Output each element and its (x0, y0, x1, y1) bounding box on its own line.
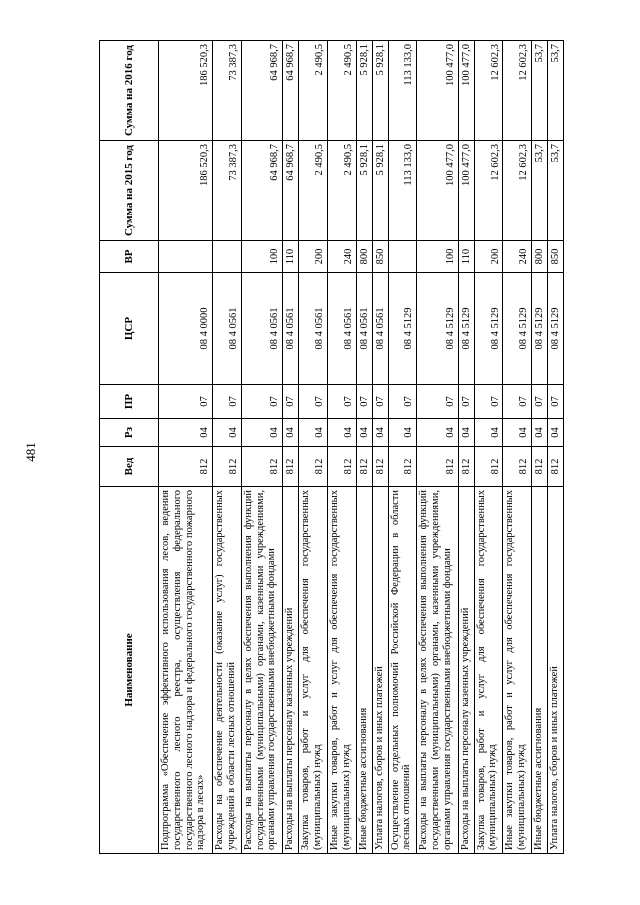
cell-sum2015: 2 490,5 (327, 141, 356, 241)
cell-pr: 07 (547, 385, 563, 419)
cell-sum2016: 64 968,7 (283, 41, 299, 141)
cell-csr: 08 4 0561 (372, 273, 388, 385)
cell-vr: 240 (327, 241, 356, 273)
table-row (356, 41, 372, 854)
table-row (388, 41, 417, 854)
cell-name: Расходы на выплаты персоналу в целях обеспечения выполнения функций государственными (муниципальными) органами, казенными учреждениями, органами управления государственными внебюджетными фондами (417, 487, 458, 854)
cell-name: Расходы на обеспечение деятельности (оказание услуг) государственных учреждений в области лесных отношений (213, 487, 242, 854)
cell-sum2015: 100 477,0 (417, 141, 458, 241)
cell-ved: 812 (372, 447, 388, 487)
cell-pr: 07 (388, 385, 417, 419)
cell-vr: 200 (299, 241, 328, 273)
cell-pr: 07 (474, 385, 503, 419)
cell-ved: 812 (159, 447, 213, 487)
cell-name: Уплата налогов, сборов и иных платежей (372, 487, 388, 854)
cell-csr: 08 4 0561 (327, 273, 356, 385)
cell-pr: 07 (458, 385, 474, 419)
cell-ved: 812 (474, 447, 503, 487)
cell-pr: 07 (503, 385, 532, 419)
header-csr: ЦСР (100, 273, 159, 385)
cell-rz: 04 (213, 419, 242, 447)
cell-csr: 08 4 0561 (356, 273, 372, 385)
header-pr: ПР (100, 385, 159, 419)
cell-sum2016: 64 968,7 (241, 41, 282, 141)
cell-pr: 07 (327, 385, 356, 419)
cell-rz: 04 (159, 419, 213, 447)
cell-rz: 04 (388, 419, 417, 447)
cell-ved: 812 (531, 447, 547, 487)
cell-ved: 812 (503, 447, 532, 487)
cell-vr: 200 (474, 241, 503, 273)
cell-pr: 07 (372, 385, 388, 419)
cell-csr: 08 4 5129 (547, 273, 563, 385)
cell-sum2015: 5 928,1 (372, 141, 388, 241)
cell-pr: 07 (356, 385, 372, 419)
cell-sum2016: 113 133,0 (388, 41, 417, 141)
cell-vr: 110 (458, 241, 474, 273)
cell-name: Осуществление отдельных полномочий Российской Федерации в области лесных отношений (388, 487, 417, 854)
table-row (531, 41, 547, 854)
cell-ved: 812 (241, 447, 282, 487)
table-row (417, 41, 458, 854)
header-sum-2016: Сумма на 2016 год (100, 41, 159, 141)
cell-sum2015: 73 387,3 (213, 141, 242, 241)
header-rz: Рз (100, 419, 159, 447)
cell-csr: 08 4 5129 (417, 273, 458, 385)
cell-name: Иные бюджетные ассигнования (531, 487, 547, 854)
cell-vr (159, 241, 213, 273)
cell-vr: 850 (372, 241, 388, 273)
table-row (283, 41, 299, 854)
budget-table-container (99, 41, 564, 854)
table-row (213, 41, 242, 854)
cell-csr: 08 4 0561 (299, 273, 328, 385)
table-row (299, 41, 328, 854)
cell-sum2016: 100 477,0 (417, 41, 458, 141)
cell-sum2015: 100 477,0 (458, 141, 474, 241)
cell-name: Расходы на выплаты персоналу казенных учреждений (283, 487, 299, 854)
cell-pr: 07 (283, 385, 299, 419)
cell-csr: 08 4 5129 (531, 273, 547, 385)
cell-sum2016: 2 490,5 (299, 41, 328, 141)
cell-ved: 812 (356, 447, 372, 487)
cell-sum2016: 5 928,1 (356, 41, 372, 141)
cell-ved: 812 (327, 447, 356, 487)
header-row (100, 41, 159, 854)
cell-name: Подпрограмма «Обеспечение эффективного использования лесов, ведения государственного лесного реестра, осуществления федерального государственного лесного надзора и федерального государственного пожарного надзора в лесах» (159, 487, 213, 854)
cell-sum2015: 2 490,5 (299, 141, 328, 241)
table-row (474, 41, 503, 854)
cell-pr: 07 (417, 385, 458, 419)
table-row (547, 41, 563, 854)
cell-csr: 08 4 0561 (241, 273, 282, 385)
cell-rz: 04 (327, 419, 356, 447)
cell-name: Иные бюджетные ассигнования (356, 487, 372, 854)
cell-ved: 812 (388, 447, 417, 487)
cell-pr: 07 (213, 385, 242, 419)
cell-name: Иные закупки товаров, работ и услуг для обеспечения государственных (муниципальных) нужд (503, 487, 532, 854)
cell-sum2016: 100 477,0 (458, 41, 474, 141)
cell-sum2015: 12 602,3 (503, 141, 532, 241)
cell-vr: 240 (503, 241, 532, 273)
table-row (372, 41, 388, 854)
cell-rz: 04 (283, 419, 299, 447)
table-body (159, 41, 564, 854)
cell-vr: 100 (241, 241, 282, 273)
cell-sum2016: 12 602,3 (474, 41, 503, 141)
cell-sum2016: 73 387,3 (213, 41, 242, 141)
page-number: 481 (23, 442, 38, 462)
cell-rz: 04 (241, 419, 282, 447)
cell-csr: 08 4 5129 (458, 273, 474, 385)
cell-sum2016: 53,7 (531, 41, 547, 141)
header-vr: ВР (100, 241, 159, 273)
table-row (458, 41, 474, 854)
cell-sum2016: 186 520,3 (159, 41, 213, 141)
cell-sum2015: 64 968,7 (241, 141, 282, 241)
cell-vr (213, 241, 242, 273)
table-row (503, 41, 532, 854)
cell-sum2015: 53,7 (531, 141, 547, 241)
cell-sum2016: 12 602,3 (503, 41, 532, 141)
cell-name: Иные закупки товаров, работ и услуг для обеспечения государственных (муниципальных) нужд (327, 487, 356, 854)
cell-csr: 08 4 0561 (213, 273, 242, 385)
cell-ved: 812 (213, 447, 242, 487)
cell-rz: 04 (547, 419, 563, 447)
cell-sum2015: 5 928,1 (356, 141, 372, 241)
cell-csr: 08 4 0000 (159, 273, 213, 385)
cell-csr: 08 4 5129 (388, 273, 417, 385)
cell-sum2015: 113 133,0 (388, 141, 417, 241)
cell-name: Уплата налогов, сборов и иных платежей (547, 487, 563, 854)
cell-ved: 812 (299, 447, 328, 487)
cell-sum2015: 64 968,7 (283, 141, 299, 241)
cell-name: Закупка товаров, работ и услуг для обеспечения государственных (муниципальных) нужд (474, 487, 503, 854)
cell-rz: 04 (503, 419, 532, 447)
cell-name: Расходы на выплаты персоналу казенных учреждений (458, 487, 474, 854)
cell-sum2015: 53,7 (547, 141, 563, 241)
table-row (241, 41, 282, 854)
cell-name: Закупка товаров, работ и услуг для обеспечения государственных (муниципальных) нужд (299, 487, 328, 854)
cell-sum2016: 53,7 (547, 41, 563, 141)
cell-vr: 110 (283, 241, 299, 273)
cell-rz: 04 (531, 419, 547, 447)
cell-vr: 100 (417, 241, 458, 273)
cell-ved: 812 (458, 447, 474, 487)
cell-sum2016: 5 928,1 (372, 41, 388, 141)
cell-rz: 04 (356, 419, 372, 447)
cell-vr (388, 241, 417, 273)
cell-ved: 812 (283, 447, 299, 487)
table-row (327, 41, 356, 854)
cell-csr: 08 4 5129 (503, 273, 532, 385)
budget-table-rotated (99, 41, 564, 854)
cell-rz: 04 (458, 419, 474, 447)
cell-name: Расходы на выплаты персоналу в целях обеспечения выполнения функций государственными (муниципальными) органами, казенными учреждениями, органами управления государственными внебюджетными фондами (241, 487, 282, 854)
cell-pr: 07 (241, 385, 282, 419)
cell-sum2016: 2 490,5 (327, 41, 356, 141)
cell-vr: 800 (531, 241, 547, 273)
cell-csr: 08 4 0561 (283, 273, 299, 385)
cell-csr: 08 4 5129 (474, 273, 503, 385)
header-name: Наименование (100, 487, 159, 854)
cell-ved: 812 (547, 447, 563, 487)
cell-vr: 850 (547, 241, 563, 273)
cell-ved: 812 (417, 447, 458, 487)
budget-table (99, 40, 564, 854)
header-ved: Вед (100, 447, 159, 487)
cell-rz: 04 (372, 419, 388, 447)
cell-sum2015: 186 520,3 (159, 141, 213, 241)
cell-sum2015: 12 602,3 (474, 141, 503, 241)
cell-rz: 04 (299, 419, 328, 447)
cell-pr: 07 (531, 385, 547, 419)
table-row (159, 41, 213, 854)
cell-rz: 04 (474, 419, 503, 447)
cell-pr: 07 (299, 385, 328, 419)
cell-vr: 800 (356, 241, 372, 273)
header-sum-2015: Сумма на 2015 год (100, 141, 159, 241)
cell-pr: 07 (159, 385, 213, 419)
cell-rz: 04 (417, 419, 458, 447)
